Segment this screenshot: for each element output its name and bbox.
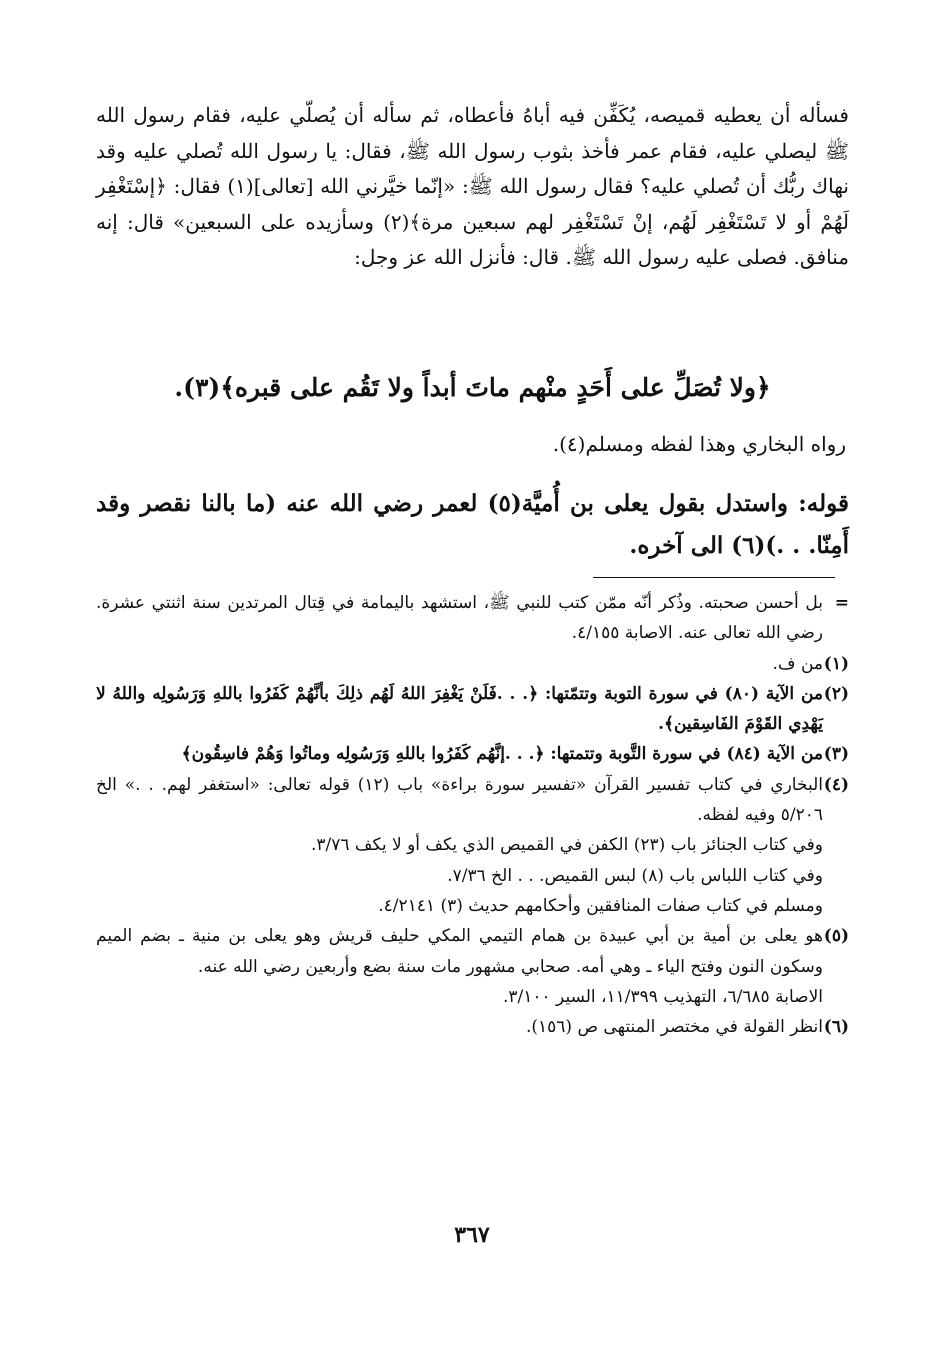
footnote-number: (٣) xyxy=(823,744,849,765)
footnote-number: (٦) xyxy=(823,1017,849,1038)
footnote-number: (١) xyxy=(823,653,849,674)
footnote-3 xyxy=(96,739,849,769)
footnotes xyxy=(96,588,849,1042)
page-number: ٣٦٧ xyxy=(454,1222,490,1248)
footnote-number: (٢) xyxy=(823,683,849,704)
footnote-5 xyxy=(96,921,849,1012)
main-text xyxy=(96,98,849,276)
footnote-text: من الآية (٨٤) في سورة التَّوبة وتتمتها: ﴿. . .إنَّهُم كَفَرُوا باللهِ وَرَسُولِه وماتُوا وَهُمْ فاسِقُون﴾ xyxy=(181,744,823,765)
qawl-heading: قوله: واستدل بقول يعلى بن أُميَّة(٥) لعمر رضي الله عنه (ما بالنا نقصر وقد أَمِنّا. . .)(٦) الى آخره. xyxy=(96,490,849,559)
footnote-text: بل أحسن صحبته. وذُكر أنّه ممّن كتب للنبي ﷺ، استشهد باليمامة في قِتال المرتدين سنة اثنتي عشرة. رضي الله تعالى عنه. الاصابة ٤/١٥٥. xyxy=(96,593,823,644)
footnote-4 xyxy=(96,770,849,921)
hadith-narration: رواه البخاري وهذا لفظه ومسلم(٤). xyxy=(552,432,846,456)
footnote-line: وفي كتاب اللباس باب (٨) لبس القميص. . . الخ ٧/٣٦. xyxy=(447,865,823,886)
footnote-text: من ف. xyxy=(772,653,823,674)
footnote-marker: = xyxy=(834,593,849,613)
footnote-number: (٤) xyxy=(823,774,849,795)
footnote-line: ومسلم في كتاب صفات المنافقين وأحكامهم حديث (٣) ٤/٢١٤١. xyxy=(378,895,823,916)
quran-verse: ﴿ولا تُصَلِّ على أَحَدٍ منْهم ماتَ أبداً ولا تَقُم على قبره﴾(٣). xyxy=(174,373,771,402)
footnote-number: (٥) xyxy=(823,926,849,947)
main-paragraph: فسأله أن يعطيه قميصه، يُكَفِّن فيه أباهُ فأعطاه، ثم سأله أن يُصلّي عليه، فقام رسول الله ﷺ ليصلي عليه، فقام عمر فأخذ بثوب رسول الله ﷺ، فقال: يا رسول الله تُصلي عليه وقد نهاك ربُّك أن تُصلي عليه؟ فقال رسول الله ﷺ: «إنّما خيَّرني الله [تعالى](١) فقال: ﴿إسْتَغْفِر لَهُمْ أو لا تَسْتَغْفِر لَهُم، إنْ تَسْتَغْفِر لهم سبعين مرة﴾(٢) وسأزيده على السبعين» قال: إنه منافق. فصلى عليه رسول الله ﷺ. قال: فأنزل الله عز وجل: xyxy=(96,103,849,269)
footnote-text: من الآية (٨٠) في سورة التوبة وتتمّتها: ﴿. . .فَلَنْ يَغْفِرَ اللهُ لَهُم ذلِكَ بأنَّهُمْ كَفَرُوا باللهِ وَرَسُولِه واللهُ لا يَهْدِي القَوْمَ الفَاسِقين﴾. xyxy=(96,683,823,735)
footnote-divider xyxy=(593,577,835,578)
footnote-line: الاصابة ٦/٦٨٥، التهذيب ١١/٣٩٩، السير ٣/١٠٠. xyxy=(502,986,823,1007)
footnote-line: هو يعلى بن أمية بن أبي عبيدة بن همام التيمي المكي حليف قريش وهو يعلى بن منية ـ بضم الميم وسكون النون وفتح الياء ـ وهي أمه. صحابي مشهور مات سنة بضع وأربعين رضي الله عنه. xyxy=(96,926,823,977)
footnote-1 xyxy=(96,649,849,679)
footnote-line: البخاري في كتاب تفسير القرآن «تفسير سورة براءة» باب (١٢) قوله تعالى: «استغفر لهم. . .» الخ ٥/٢٠٦ وفيه لفظه. xyxy=(96,774,823,826)
footnote-6 xyxy=(96,1012,849,1042)
footnote-continuation xyxy=(96,588,849,649)
footnote-2 xyxy=(96,679,849,740)
footnote-line: وفي كتاب الجنائز باب (٢٣) الكفن في القميص الذي يكف أو لا يكف ٣/٧٦. xyxy=(310,835,823,856)
footnote-text: انظر القولة في مختصر المنتهى ص (١٥٦). xyxy=(525,1017,823,1038)
